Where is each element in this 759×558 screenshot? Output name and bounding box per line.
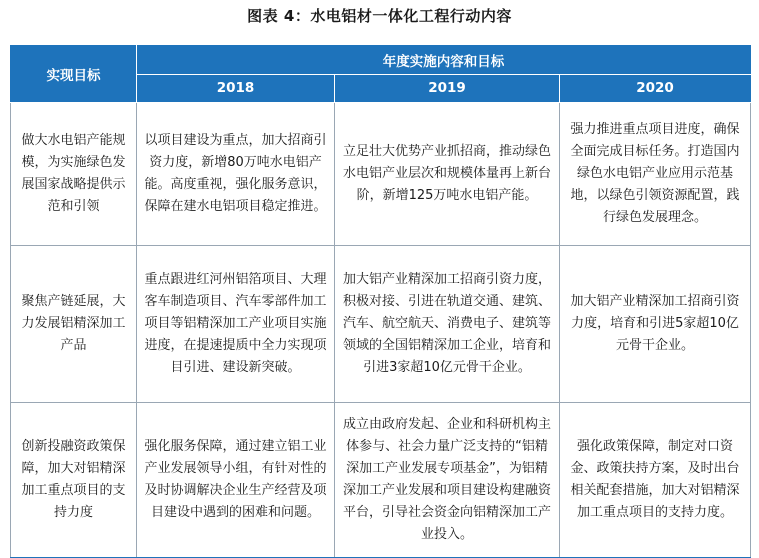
cell-2018: 强化服务保障，通过建立铝工业产业发展领导小组，有针对性的及时协调解决企业生产经营及项目建设中遇到的困难和问题。	[137, 403, 335, 558]
header-row-top	[11, 46, 751, 75]
cell-2019: 成立由政府发起、企业和科研机构主体参与、社会力量广泛支持的“铝精深加工产业发展专项基金”，为铝精深加工产业发展和项目建设构建融资平台，引导社会资金向铝精深加工产业投入。	[335, 403, 560, 558]
cell-2018: 以项目建设为重点，加大招商引资力度，新增80万吨水电铝产能。高度重视，强化服务意识，保障在建水电铝项目稳定推进。	[137, 103, 335, 246]
cell-2020: 加大铝产业精深加工招商引资力度，培育和引进5家超10亿元骨干企业。	[560, 246, 751, 403]
table-row	[11, 403, 751, 558]
goal-cell: 聚焦产链延展，大力发展铝精深加工产品	[11, 246, 137, 403]
figure-title: 图表 4：水电铝材一体化工程行动内容	[247, 7, 512, 25]
cell-2020: 强化政策保障，制定对口资金、政策扶持方案，及时出台相关配套措施，加大对铝精深加工重点项目的支持力度。	[560, 403, 751, 558]
year-header-2020: 2020	[560, 74, 751, 103]
year-header-2018: 2018	[137, 74, 335, 103]
annual-content-header: 年度实施内容和目标	[137, 46, 751, 75]
cell-2019: 立足壮大优势产业抓招商，推动绿色水电铝产业层次和规模体量再上新台阶，新增125万吨水电铝产能。	[335, 103, 560, 246]
cell-2020: 强力推进重点项目进度，确保全面完成目标任务。打造国内绿色水电铝产业应用示范基地，以绿色引领资源配置，践行绿色发展理念。	[560, 103, 751, 246]
table-row	[11, 103, 751, 246]
table-row	[11, 246, 751, 403]
goal-cell: 创新投融资政策保障，加大对铝精深加工重点项目的支持力度	[11, 403, 137, 558]
cell-2019: 加大铝产业精深加工招商引资力度，积极对接、引进在轨道交通、建筑、汽车、航空航天、消费电子、建筑等领域的全国铝精深加工企业，培育和引进3家超10亿元骨干企业。	[335, 246, 560, 403]
goal-cell: 做大水电铝产能规模，为实施绿色发展国家战略提供示范和引领	[11, 103, 137, 246]
action-plan-table	[10, 45, 751, 558]
cell-2018: 重点跟进红河州铝箔项目、大理客车制造项目、汽车零部件加工项目等铝精深加工产业项目实施进度，在提速提质中全力实现项目引进、建设新突破。	[137, 246, 335, 403]
goal-column-header: 实现目标	[11, 46, 137, 103]
year-header-2019: 2019	[335, 74, 560, 103]
